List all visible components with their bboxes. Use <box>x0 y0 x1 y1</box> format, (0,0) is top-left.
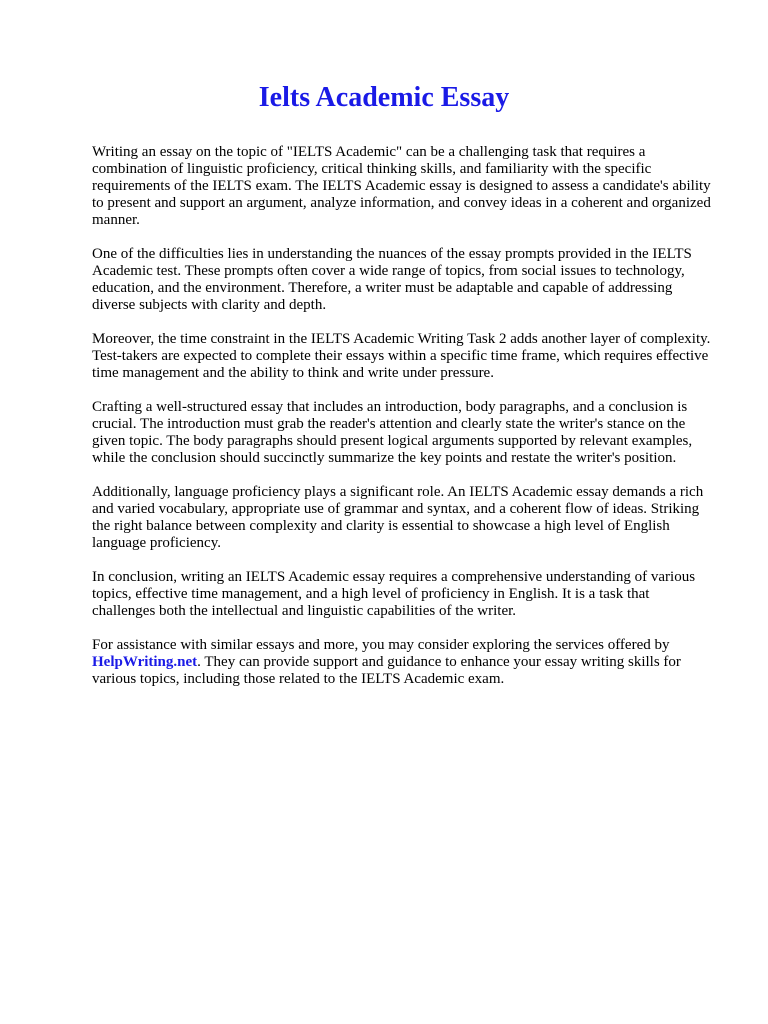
paragraph-assistance <box>92 637 712 688</box>
paragraph-time-constraint: Moreover, the time constraint in the IELTS Academic Writing Task 2 adds another layer of complexity. Test-takers are expected to complete their essays within a specific time frame, which requires effective time management and the ability to think and write under pressure. <box>92 331 711 381</box>
paragraph-difficulties: One of the difficulties lies in understanding the nuances of the essay prompts provided in the IELTS Academic test. These prompts often cover a wide range of topics, from social issues to technology, education, and the environment. Therefore, a writer must be adaptable and capable of addressing diverse subjects with clarity and depth. <box>92 246 692 313</box>
document-title: Ielts Academic Essay <box>258 82 510 113</box>
paragraph-language-proficiency: Additionally, language proficiency plays a significant role. An IELTS Academic essay demands a rich and varied vocabulary, appropriate use of grammar and syntax, and a coherent flow of ideas. Striking the right balance between complexity and clarity is essential to showcase a high level of English language proficiency. <box>92 484 704 551</box>
assistance-text-after: . They can provide support and guidance to enhance your essay writing skills for various topics, including those related to the IELTS Academic exam. <box>92 654 681 687</box>
paragraph-conclusion: In conclusion, writing an IELTS Academic essay requires a comprehensive understanding of various topics, effective time management, and a high level of proficiency in English. It is a task that challenges both the intellectual and linguistic capabilities of the writer. <box>92 569 696 619</box>
paragraph-intro: Writing an essay on the topic of "IELTS Academic" can be a challenging task that requires a combination of linguistic proficiency, critical thinking skills, and familiarity with the specific requirements of the IELTS exam. The IELTS Academic essay is designed to assess a candidate's ability to present and support an argument, analyze information, and convey ideas in a coherent and organized manner. <box>92 144 711 228</box>
helpwriting-link[interactable]: HelpWriting.net <box>92 654 198 670</box>
paragraph-structure: Crafting a well-structured essay that includes an introduction, body paragraphs, and a conclusion is crucial. The introduction must grab the reader's attention and clearly state the writer's stance on the given topic. The body paragraphs should present logical arguments supported by relevant examples, while the conclusion should succinctly summarize the key points and restate the writer's position. <box>92 399 693 466</box>
assistance-text-before: For assistance with similar essays and more, you may consider exploring the services offered by <box>92 637 670 653</box>
